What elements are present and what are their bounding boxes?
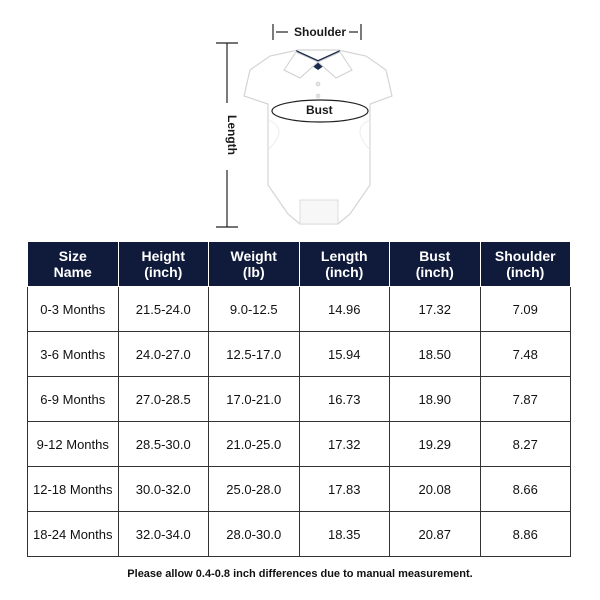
cell-height: 30.0-32.0 <box>118 467 209 512</box>
table-row <box>28 377 571 422</box>
cell-size-name: 12-18 Months <box>28 467 119 512</box>
measurement-footnote: Please allow 0.4-0.8 inch differences due to manual measurement. <box>127 568 473 580</box>
table-row <box>28 422 571 467</box>
cell-shoulder: 7.87 <box>480 377 571 422</box>
header-shoulder: Shoulder (inch) <box>480 242 571 287</box>
cell-weight: 17.0-21.0 <box>209 377 300 422</box>
table-header-row <box>28 242 571 287</box>
cell-size-name: 9-12 Months <box>28 422 119 467</box>
measurement-diagram <box>0 0 600 240</box>
cell-height: 28.5-30.0 <box>118 422 209 467</box>
cell-size-name: 6-9 Months <box>28 377 119 422</box>
cell-weight: 9.0-12.5 <box>209 287 300 332</box>
table-row <box>28 512 571 557</box>
cell-height: 24.0-27.0 <box>118 332 209 377</box>
cell-bust: 20.87 <box>390 512 481 557</box>
cell-height: 27.0-28.5 <box>118 377 209 422</box>
cell-bust: 19.29 <box>390 422 481 467</box>
cell-height: 32.0-34.0 <box>118 512 209 557</box>
cell-bust: 20.08 <box>390 467 481 512</box>
shoulder-label: Shoulder <box>294 25 347 39</box>
cell-bust: 17.32 <box>390 287 481 332</box>
header-height: Height (inch) <box>118 242 209 287</box>
cell-length: 18.35 <box>299 512 390 557</box>
cell-weight: 25.0-28.0 <box>209 467 300 512</box>
cell-length: 17.32 <box>299 422 390 467</box>
cell-height: 21.5-24.0 <box>118 287 209 332</box>
cell-length: 15.94 <box>299 332 390 377</box>
cell-weight: 21.0-25.0 <box>209 422 300 467</box>
bodysuit-garment <box>244 50 392 224</box>
header-bust: Bust (inch) <box>390 242 481 287</box>
size-chart-table <box>27 241 571 557</box>
cell-size-name: 18-24 Months <box>28 512 119 557</box>
header-weight: Weight (lb) <box>209 242 300 287</box>
cell-weight: 28.0-30.0 <box>209 512 300 557</box>
cell-length: 17.83 <box>299 467 390 512</box>
cell-size-name: 0-3 Months <box>28 287 119 332</box>
header-length: Length (inch) <box>299 242 390 287</box>
table-row <box>28 287 571 332</box>
cell-weight: 12.5-17.0 <box>209 332 300 377</box>
table-row <box>28 467 571 512</box>
cell-length: 14.96 <box>299 287 390 332</box>
cell-shoulder: 7.48 <box>480 332 571 377</box>
bust-label: Bust <box>306 103 333 117</box>
cell-bust: 18.50 <box>390 332 481 377</box>
cell-shoulder: 8.27 <box>480 422 571 467</box>
table-row <box>28 332 571 377</box>
cell-length: 16.73 <box>299 377 390 422</box>
length-label: Length <box>225 115 239 155</box>
cell-size-name: 3-6 Months <box>28 332 119 377</box>
cell-bust: 18.90 <box>390 377 481 422</box>
header-size-name: Size Name <box>28 242 119 287</box>
cell-shoulder: 8.66 <box>480 467 571 512</box>
cell-shoulder: 7.09 <box>480 287 571 332</box>
cell-shoulder: 8.86 <box>480 512 571 557</box>
